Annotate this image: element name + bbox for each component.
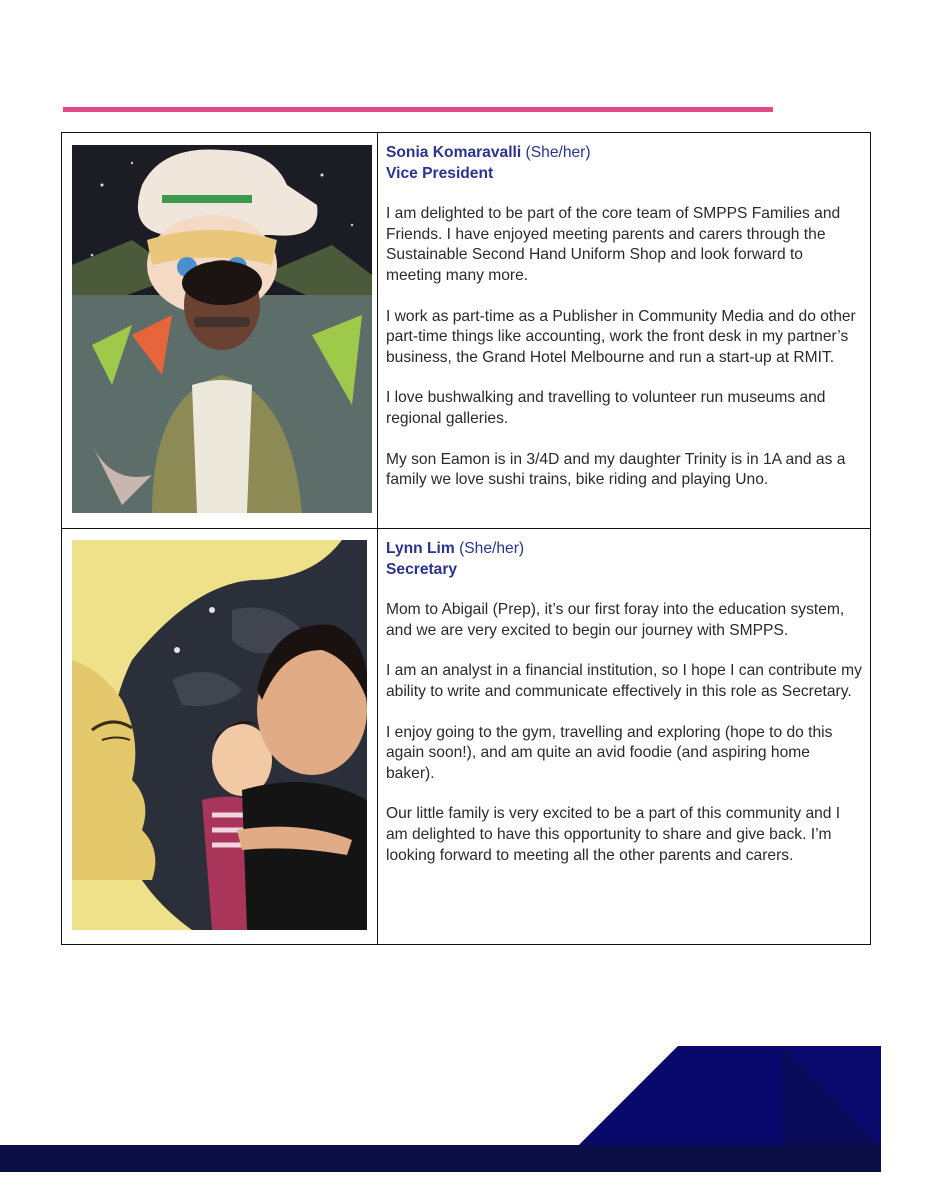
profile-row [62, 529, 870, 944]
footer-band [0, 1145, 881, 1172]
bio-paragraph: Our little family is very excited to be a part of this community and I am delighted to have this opportunity to share and give back. I’m looking forward to meeting all the other parents and carers. [386, 805, 841, 864]
person-name: Lynn Lim [386, 540, 455, 557]
photo-cell [62, 133, 378, 528]
bio-paragraph: I am delighted to be part of the core team of SMPPS Families and Friends. I have enjoyed meeting parents and carers through the Sustainable Second Hand Uniform Shop and look forward to meeting many more. [386, 205, 841, 284]
person-name: Sonia Komaravalli [386, 144, 522, 161]
pronouns: (She/her) [459, 540, 525, 557]
role-title: Vice President [386, 164, 494, 182]
footer-decoration [578, 1046, 881, 1146]
pronouns: (She/her) [525, 144, 591, 161]
bio-paragraph: My son Eamon is in 3/4D and my daughter Trinity is in 1A and as a family we love sushi trains, bike riding and playing Uno. [386, 450, 846, 489]
photo-cell [62, 529, 378, 944]
profile-row [62, 133, 870, 529]
committee-profiles-table [61, 132, 871, 945]
accent-rule [63, 107, 773, 112]
bio-paragraph: Mom to Abigail (Prep), it’s our first foray into the education system, and we are very excited to begin our journey with SMPPS. [386, 601, 845, 639]
bio-paragraph: I work as part-time as a Publisher in Community Media and do other part-time things like accounting, work the front desk in my partner’s business, the Grand Hotel Melbourne and run a start-up at RMIT. [386, 307, 856, 366]
profile-text-cell [378, 133, 870, 528]
profile-text-cell [378, 529, 870, 944]
role-title: Secretary [386, 560, 458, 578]
profile-heading [386, 143, 862, 184]
bio-paragraph: I enjoy going to the gym, travelling and exploring (hope to do this again soon!), and am quite an avid foodie (and aspiring home baker). [386, 723, 833, 782]
bio-paragraph: I am an analyst in a financial institution, so I hope I can contribute my ability to write and communicate effectively in this role as Secretary. [386, 662, 862, 700]
bio-paragraph: I love bushwalking and travelling to volunteer run museums and regional galleries. [386, 389, 826, 427]
profile-heading [386, 539, 862, 580]
portrait-photo-icon [72, 145, 372, 513]
portrait-photo-icon [72, 540, 367, 930]
